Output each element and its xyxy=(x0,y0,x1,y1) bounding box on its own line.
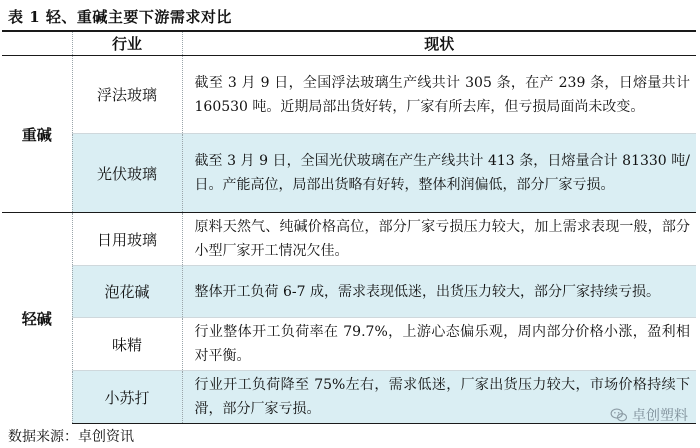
table-row xyxy=(2,56,696,134)
status-cell: 行业开工负荷降至 75%左右，需求低迷，厂家出货压力较大，市场价格持续下滑，部分厂家亏损。 xyxy=(182,371,696,424)
status-cell: 截至 3 月 9 日，全国光伏玻璃在产生产线共计 413 条，日熔量合计 81330 吨/日。产能高位，局部出货略有好转，整体利润偏低，部分厂家亏损。 xyxy=(182,134,696,213)
wechat-icon xyxy=(610,406,628,424)
group-label-heavy: 重碱 xyxy=(2,56,72,213)
header-industry: 行业 xyxy=(72,31,182,56)
status-cell: 整体开工负荷 6-7 成，需求表现低迷，出货压力较大，部分厂家持续亏损。 xyxy=(182,266,696,318)
table-row xyxy=(2,213,696,266)
table-title: 表 1 轻、重碱主要下游需求对比 xyxy=(8,8,232,26)
header-status: 现状 xyxy=(182,31,696,56)
table-row xyxy=(2,266,696,318)
table-row xyxy=(2,134,696,213)
status-cell: 行业整体开工负荷率在 79.7%，上游心态偏乐观，周内部分价格小涨，盈利相对平衡。 xyxy=(182,318,696,371)
header-row xyxy=(2,31,696,56)
group-label-light: 轻碱 xyxy=(2,213,72,424)
table-row xyxy=(2,371,696,424)
data-source-note: 数据来源：卓创资讯 xyxy=(8,429,134,445)
status-cell: 原料天然气、纯碱价格高位，部分厂家亏损压力较大，加上需求表现一般，部分小型厂家开工情况欠佳。 xyxy=(182,213,696,266)
watermark-text: 卓创塑料 xyxy=(632,408,688,424)
industry-cell: 日用玻璃 xyxy=(72,213,182,266)
industry-cell: 味精 xyxy=(72,318,182,371)
status-cell: 截至 3 月 9 日，全国浮法玻璃生产线共计 305 条，在产 239 条，日熔量共计 160530 吨。近期局部出货好转，厂家有所去库，但亏损局面尚未改变。 xyxy=(194,74,690,115)
industry-cell: 小苏打 xyxy=(72,371,182,424)
watermark xyxy=(610,405,688,425)
industry-cell: 浮法玻璃 xyxy=(72,56,182,134)
header-category xyxy=(2,31,72,56)
industry-cell: 光伏玻璃 xyxy=(72,134,182,213)
industry-cell: 泡花碱 xyxy=(72,266,182,318)
table-row xyxy=(2,318,696,371)
comparison-table xyxy=(2,30,696,424)
